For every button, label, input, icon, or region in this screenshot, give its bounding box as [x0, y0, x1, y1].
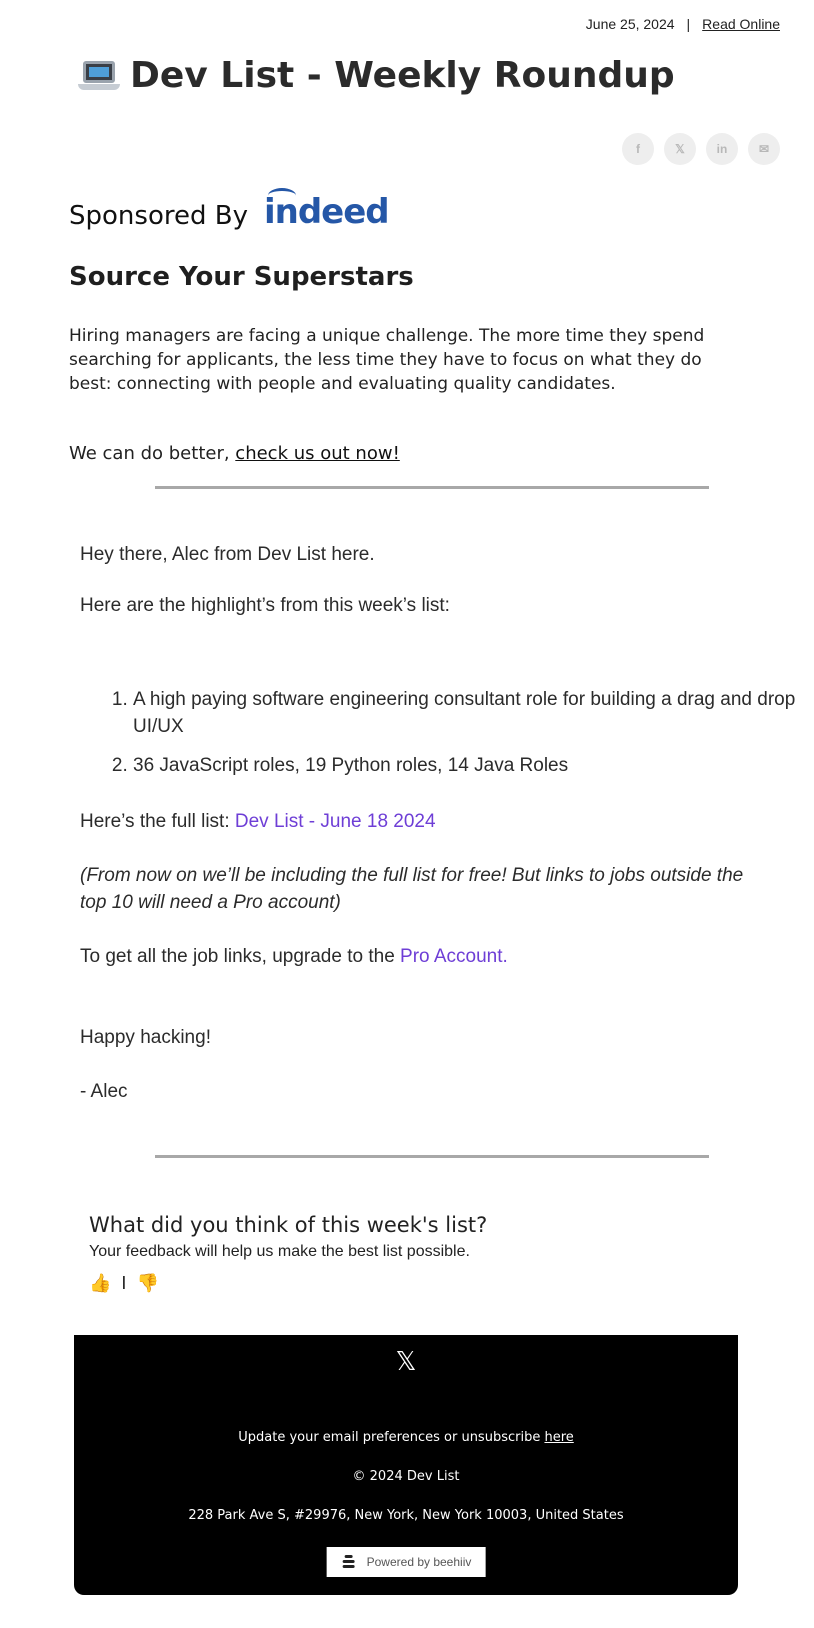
issue-date: June 25, 2024 — [585, 16, 675, 32]
upgrade-line — [80, 943, 770, 970]
copyright: © 2024 Dev List — [352, 1469, 460, 1484]
full-list-link[interactable]: Dev List - June 18 2024 — [234, 811, 436, 832]
powered-by-beehiiv-button[interactable] — [327, 1547, 486, 1577]
indeed-logo[interactable]: indeed — [263, 192, 389, 232]
full-list-line — [80, 808, 770, 835]
sponsor-heading: Source Your Superstars — [69, 262, 414, 292]
laptop-icon — [78, 59, 120, 93]
footer — [74, 1335, 738, 1595]
signoff: Happy hacking! — [80, 1027, 211, 1048]
beehiiv-icon — [341, 1555, 357, 1569]
sponsor-banner — [69, 192, 389, 236]
facebook-icon[interactable]: f — [622, 133, 654, 165]
x-icon[interactable]: 𝕏 — [664, 133, 696, 165]
feedback-vote-row — [89, 1273, 487, 1294]
signature: - Alec — [80, 1081, 128, 1102]
thumbs-up-icon[interactable]: 👍 — [89, 1273, 112, 1293]
sponsor-cta — [69, 443, 400, 464]
share-buttons — [622, 133, 780, 165]
powered-by-label: Powered by beehiiv — [366, 1555, 472, 1569]
top-bar — [586, 16, 780, 32]
pro-account-link[interactable]: Pro Account. — [400, 946, 508, 967]
feedback-title: What did you think of this week's list? — [89, 1213, 488, 1237]
list-item: 1. A high paying software engineering consultant role for building a drag and drop UI/UX — [133, 686, 814, 740]
sponsor-body: Hiring managers are facing a unique challenge. The more time they spend searching for applicants, the less time they have to focus on what they do best: connecting with people and evaluating quality candidates. — [69, 326, 705, 394]
upgrade-prefix: To get all the job links, upgrade to the — [80, 946, 401, 967]
free-list-note: (From now on we’ll be including the full list for free! But links to jobs outside the top 10 will need a Pro account) — [80, 865, 744, 913]
thumbs-down-icon[interactable]: 👎 — [136, 1273, 159, 1293]
intro-text: Here are the highlight’s from this week’s list: — [80, 595, 450, 616]
list-item: 2. 36 JavaScript roles, 19 Python roles, 14 Java Roles — [133, 752, 814, 779]
email-icon[interactable]: ✉ — [748, 133, 780, 165]
sponsor-cta-link[interactable]: check us out now! — [235, 443, 400, 464]
highlights-list — [80, 686, 814, 791]
newsletter-title-row — [78, 55, 675, 96]
section-divider — [155, 486, 709, 489]
full-list-prefix: Here’s the full list: — [80, 811, 235, 832]
feedback-subtitle: Your feedback will help us make the best list possible. — [89, 1243, 470, 1260]
sponsored-by-label: Sponsored By — [69, 201, 248, 231]
linkedin-icon[interactable]: in — [706, 133, 738, 165]
sponsor-cta-prefix: We can do better, — [69, 443, 236, 464]
unsubscribe-link[interactable]: here — [544, 1430, 574, 1445]
email-preferences-line — [74, 1430, 738, 1445]
top-bar-separator: | — [686, 16, 691, 32]
mailing-address: 228 Park Ave S, #29976, New York, New York 10003, United States — [188, 1508, 624, 1523]
section-divider — [155, 1155, 709, 1158]
newsletter-title: Dev List - Weekly Roundup — [130, 55, 675, 96]
vote-separator: I — [121, 1273, 127, 1293]
read-online-link[interactable]: Read Online — [702, 16, 780, 32]
x-social-icon[interactable]: 𝕏 — [395, 1347, 417, 1377]
feedback-section — [89, 1213, 487, 1294]
prefs-prefix: Update your email preferences or unsubscribe — [238, 1430, 545, 1445]
greeting: Hey there, Alec from Dev List here. — [80, 544, 375, 565]
